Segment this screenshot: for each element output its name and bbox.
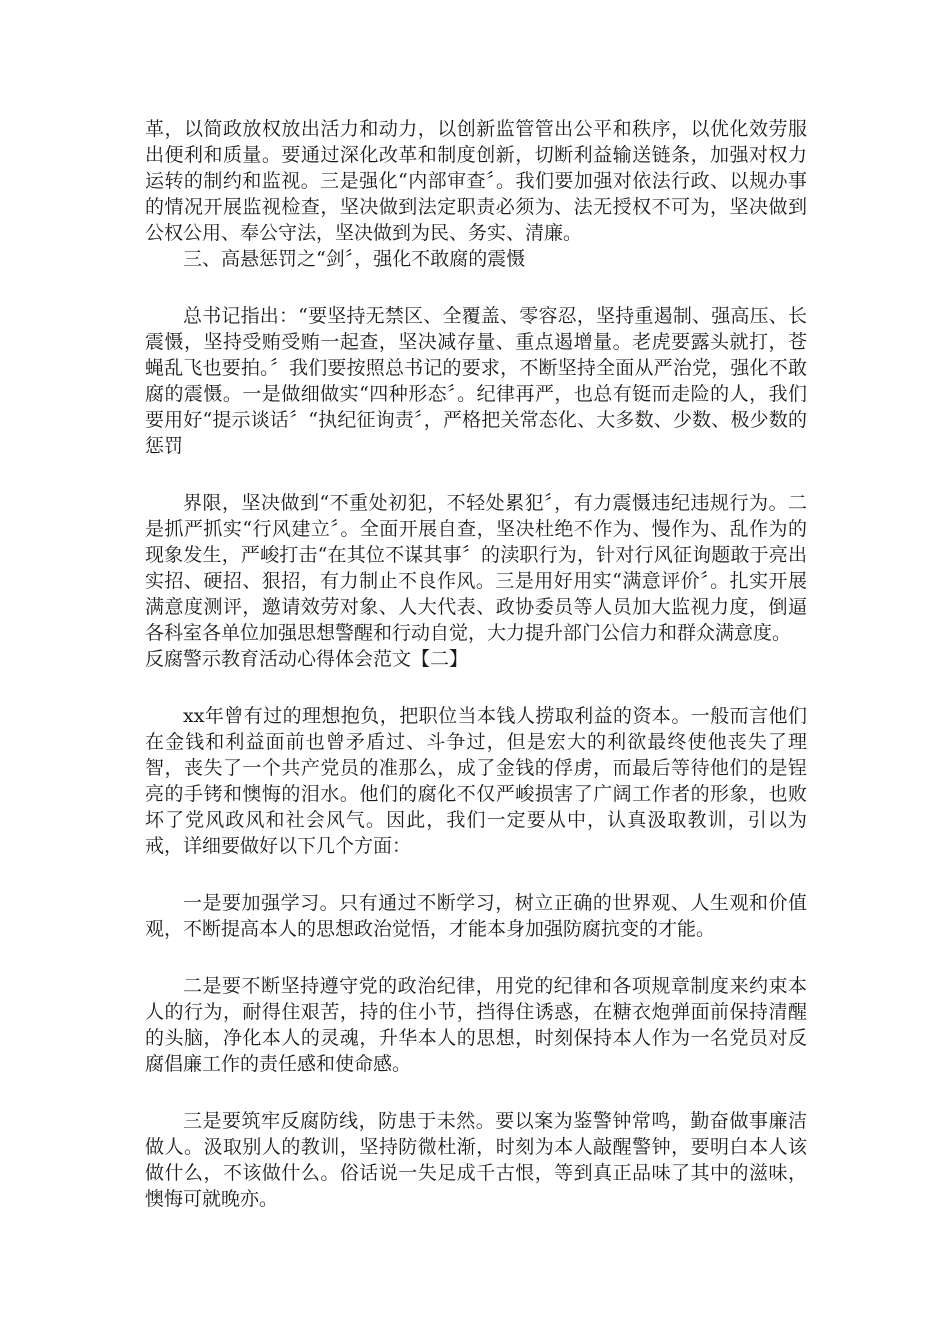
document-page — [145, 116, 807, 1212]
paragraph-boundaries: 界限，坚决做到“不重处初犯，不轻处累犯〞，有力震慑违纪违规行为。二是抓严抓实“行风建立〞。全面开展自查，坚决杜绝不作为、慢作为、乱作为的现象发生，严峻打击“在其位不谋其事〞的渎职行为，针对行风征询题敢于亮出实招、硬招、狠招，有力制止不良作风。三是用好用实“满意评价〞。扎实开展满意度测评，邀请效劳对象、人大代表、政协委员等人员加大监视力度，倒逼各科室各单位加强思想警醒和行动自觉，大力提升部门公信力和群众满意度。 — [145, 492, 807, 644]
paragraph-supervision: 革，以简政放权放出活力和动力，以创新监管管出公平和秩序，以优化效劳服出便利和质量。要通过深化改革和制度创新，切断利益输送链条，加强对权力运转的制约和监视。三是强化“内部审查〞。我们要加强对依法行政、以规办事的情况开展监视检查，坚决做到法定职责必须为、法无授权不可为，坚决做到公权公用、奉公守法，坚决做到为民、务实、清廉。 — [145, 118, 807, 244]
section-heading-punishment: 三、高悬惩罚之“剑〞，强化不敢腐的震慑 — [183, 248, 526, 270]
paragraph-general-secretary-quote: 总书记指出：“要坚持无禁区、全覆盖、零容忍，坚持重遏制、强高压、长震慑，坚持受贿受贿一起查，坚决减存量、重点遏增量。老虎要露头就打，苍蝇乱飞也要拍。〞我们要按照总书记的要求，不断坚持全面从严治党，强化不敢腐的震慑。一是做细做实“四种形态〞。纪律再严，也总有铤而走险的人，我们要用好“提示谈话〞“执纪征询责〞，严格把关常态化、大多数、少数、极少数的惩罚 — [145, 305, 807, 457]
paragraph-point-three: 三是要筑牢反腐防线，防患于未然。要以案为鉴警钟常鸣，勤奋做事廉洁做人。汲取别人的教训，坚持防微杜渐，时刻为本人敲醒警钟，要明白本人该做什么，不该做什么。俗话说一失足成千古恨，等到真正品味了其中的滋味，懊悔可就晚亦。 — [145, 1110, 807, 1210]
article-title-two: 反腐警示教育活动心得体会范文【二】 — [145, 648, 469, 670]
paragraph-lessons: xx年曾有过的理想抱负，把职位当本钱人捞取利益的资本。一般而言他们在金钱和利益面前也曾矛盾过、斗争过，但是宏大的利欲最终使他丧失了理智，丧失了一个共产党员的准那么，成了金钱的俘虏，而最后等待他们的是锃亮的手铐和懊悔的泪水。他们的腐化不仅严峻损害了广阔工作者的形象，也败坏了党风政风和社会风气。因此，我们一定要从中，认真汲取教训，引以为戒，详细要做好以下几个方面： — [145, 705, 807, 857]
paragraph-point-two: 二是要不断坚持遵守党的政治纪律，用党的纪律和各项规章制度来约束本人的行为，耐得住艰苦，持的住小节，挡得住诱惑，在糖衣炮弹面前保持清醒的头脑，净化本人的灵魂，升华本人的思想，时刻保持本人作为一名党员对反腐倡廉工作的责任感和使命感。 — [145, 975, 807, 1075]
paragraph-point-one: 一是要加强学习。只有通过不断学习，树立正确的世界观、人生观和价值观，不断提高本人的思想政治觉悟，才能本身加强防腐抗变的才能。 — [145, 892, 807, 940]
